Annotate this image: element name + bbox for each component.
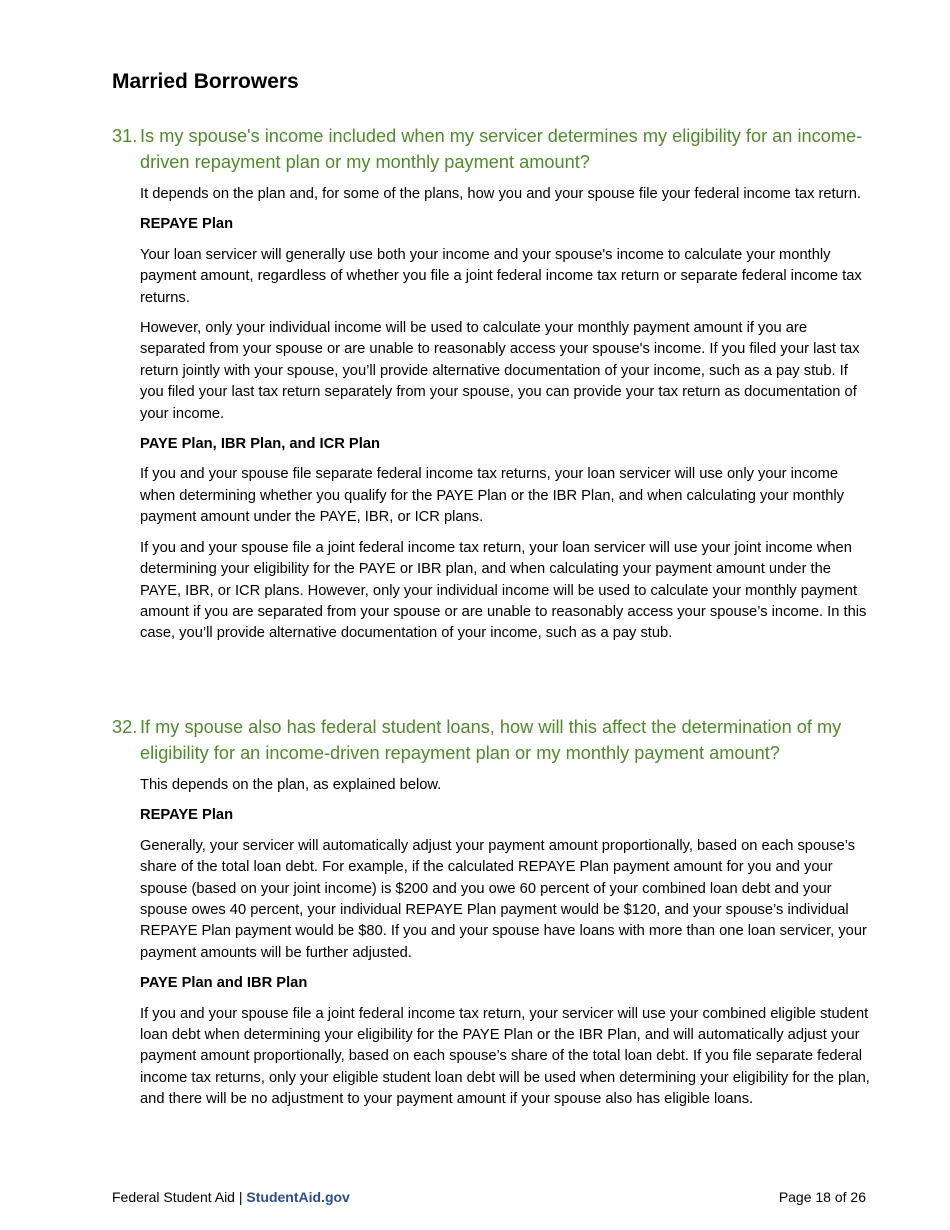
- footer-left: [112, 1189, 350, 1205]
- paragraph: If you and your spouse file a joint federal income tax return, your servicer will use your combined eligible student loan debt when determining your eligibility for the PAYE Plan or the IBR Plan, and will automatically adjust your payment amount proportionally, based on each spouse’s share of the total loan debt. If you file separate federal income tax returns, only your eligible student loan debt will be used when determining your eligibility for the plan, and there will be no adjustment to your payment amount if your spouse also has eligible loans.: [140, 1005, 870, 1108]
- paragraph: If you and your spouse file separate federal income tax returns, your loan servicer will use only your income when determining whether you qualify for the PAYE Plan or the IBR Plan, and when calculating your monthly payment amount under the PAYE, IBR, or ICR plans.: [140, 466, 845, 526]
- subheading-repaye: REPAYE Plan: [140, 216, 234, 233]
- question-32: [112, 715, 870, 766]
- paragraph: Your loan servicer will generally use both your income and your spouse's income to calculate your monthly payment amount, regardless of whether you file a joint federal income tax return or separate federal income tax returns.: [140, 246, 862, 306]
- paragraph: If you and your spouse file a joint federal income tax return, your loan servicer will use your joint income when determining your eligibility for the PAYE or IBR plan, and when calculating your payment amount under the PAYE, IBR, or ICR plans. However, only your individual income will be used to calculate your monthly payment amount if you are separated from your spouse or are unable to reasonably access your spouse’s income. In this case, you’ll provide alternative documentation of your income, such as a pay stub.: [140, 539, 867, 642]
- question-text: If my spouse also has federal student loans, how will this affect the determination of my eligibility for an income-driven repayment plan or my monthly payment amount?: [140, 717, 842, 763]
- page-number: Page 18 of 26: [778, 1189, 866, 1205]
- paragraph: Generally, your servicer will automatically adjust your payment amount proportionally, based on each spouse’s share of the total loan debt. For example, if the calculated REPAYE Plan payment amount for you and your spouse (based on your joint income) is $200 and you owe 60 percent of your combined loan debt and your spouse owes 40 percent, your individual REPAYE Plan payment would be $120, and your spouse’s individual REPAYE Plan payment would be $80. If you and your spouse have loans with more than one loan servicer, your payment amounts will be further adjusted.: [140, 837, 867, 961]
- question-number: 31.: [112, 126, 138, 146]
- subheading-paye-ibr-icr: PAYE Plan, IBR Plan, and ICR Plan: [140, 436, 380, 453]
- question-31: [112, 124, 870, 175]
- question-number: 32.: [112, 717, 138, 737]
- question-text: Is my spouse's income included when my servicer determines my eligibility for an income-driven repayment plan or my monthly payment amount?: [140, 126, 863, 172]
- answer-31: [140, 184, 875, 645]
- answer-intro: It depends on the plan and, for some of the plans, how you and your spouse file your federal income tax return.: [140, 186, 861, 202]
- studentaid-link[interactable]: StudentAid.gov: [246, 1189, 350, 1205]
- answer-intro: This depends on the plan, as explained below.: [140, 777, 442, 793]
- footer-org: Federal Student Aid: [112, 1189, 235, 1205]
- answer-32: [140, 775, 875, 1111]
- subheading-paye-ibr: PAYE Plan and IBR Plan: [140, 975, 308, 992]
- paragraph: However, only your individual income will be used to calculate your monthly payment amount if you are separated from your spouse or are unable to reasonably access your spouse's income. If you filed your last tax return jointly with your spouse, you’ll provide alternative documentation of your income, such as a pay stub. If you filed your last tax return separately from your spouse, you can provide your tax return as documentation of your income.: [140, 320, 860, 422]
- subheading-repaye: REPAYE Plan: [140, 807, 234, 824]
- section-title: Married Borrowers: [112, 70, 299, 93]
- footer-separator: |: [234, 1189, 247, 1205]
